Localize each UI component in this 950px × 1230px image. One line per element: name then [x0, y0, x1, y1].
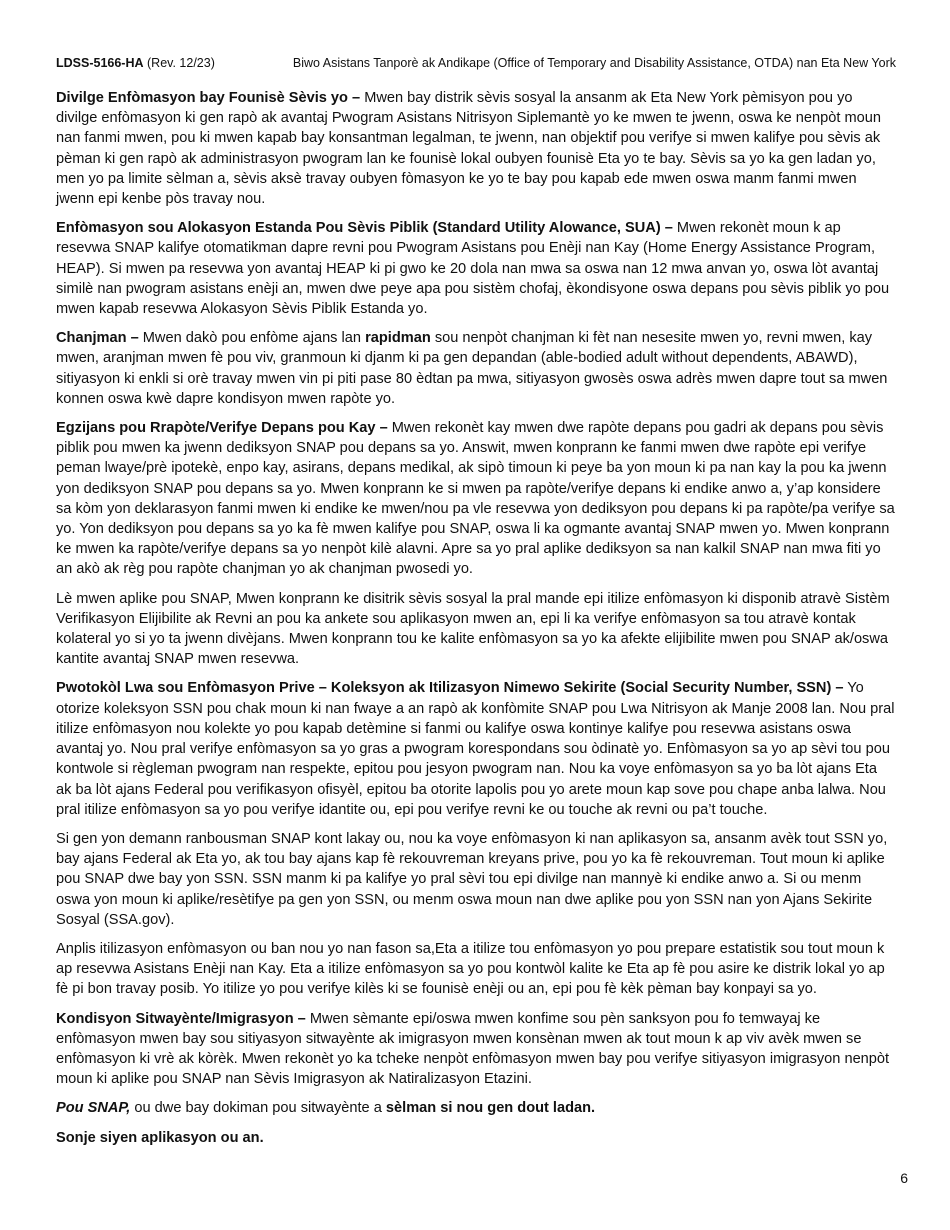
paragraph-imigrasyon [56, 1009, 896, 1090]
text-ssn: Yo otorize koleksyon SSN pou chak moun ki nan fwaye a an rapò ak konfòmite SNAP pou Lwa Nitrisyon ak Manje 2008 lan. Nou pral itilize enfòmasyon nou kolekte yo pou kapab detèmine si fanmi ou kalifye oswa kontinye kalifye pou resevwa asistans oswa avantaj yo. Nou pral verifye enfòmasyon sa yo gras a pwogram korespondans sou òdinatè yo. Enfòmasyon sa yo ap sèvi tou pou kontwole si règleman pwogram nan respekte, epitou pou jesyon pwogram nan. Nou ka voye enfòmasyon sa yo ba lòt ajans Eta ak ba lòt ajans Federal pou verifikasyon ofisyèl, epitou ba otorite lapolis pou yo arete moun kap sove pou chape anba lalwa. Nou pral itilize enfòmasyon sa yo pou verifye idantite ou, epi pou verifye revni ke ou touche ak revni ou pa’t touche. [56, 680, 895, 818]
text-chanjman-start: Mwen dakò pou enfòme ajans lan [138, 330, 366, 347]
heading-chanjman: Chanjman – [56, 330, 139, 347]
document-body [56, 88, 896, 1148]
document-page [56, 56, 896, 1157]
page-number: 6 [900, 1170, 908, 1186]
text-pou-snap: ou dwe bay dokiman pou sitwayènte a [130, 1100, 386, 1117]
heading-ssn: Pwotokòl Lwa sou Enfòmasyon Prive – Koleksyon ak Itilizasyon Nimewo Sekirite (Social Security Number, SSN) – [56, 680, 844, 697]
text-heap: Anplis itilizasyon enfòmasyon ou ban nou yo nan fason sa,Eta a itilize tou enfòmasyon yo pou prepare estatistik sou tout moun k ap resevwa Asistans Enèji nan Kay. Eta a itilize enfòmasyon sa yo pou kontwòl kalite ke Eta ap fè pou asire ke distrik lokal yo ap fè pi bon travay posib. Yo itilize yo pou verifye kilès ki se founisè enèji ou an, epi pou fè kèk pèman bay konpayi sa yo. [56, 940, 885, 998]
page-header [56, 56, 896, 70]
paragraph-closing [56, 1128, 896, 1148]
heading-divilge: Divilge Enfòmasyon bay Founisè Sèvis yo – [56, 90, 361, 106]
form-revision: (Rev. 12/23) [147, 56, 215, 70]
text-ranbousman: Si gen yon demann ranbousman SNAP kont lakay ou, nou ka voye enfòmasyon ki nan aplikasyon sa, ansanm avèk tout SSN yo, bay ajans Federal ak Eta yo, ak tou bay ajans kap fè rekouvreman kreyans prive, pou yo ka fè rekouvreman. Tout moun ki aplike pou SNAP dwe bay yon SSN. SSN manm ki pa kalifye yo pral sèvi tou epi divilge nan mannyè ki endike anwo a. Si ou menm oswa yon moun ki aplike/resètifye pa gen yon SSN, ou menm oswa moun nan dwe aplike pou yon SSN nan yon Ajans Sekirite Sosyal (SSA.gov). [56, 830, 888, 928]
text-imigrasyon: Mwen sèmante epi/oswa mwen konfime sou pèn sanksyon pou fo temwayaj ke enfòmasyon mwen bay sou sitiyasyon sitwayènte ak imigrasyon mwen konsènan mwen ak tout moun k ap viv avèk mwen se enfòmasyon ki vrè ak kòrèk. Mwen rekonèt yo ka tcheke nenpòt enfòmasyon mwen bay pou verifye sitiyasyon imigrasyon nenpòt moun ki aplike pou SNAP nan Sèvis Imigrasyon ak Natiralizasyon Etazini. [56, 1010, 890, 1088]
text-egzijans: Mwen rekonèt kay mwen dwe rapòte depans pou gadri ak depans pou sèvis piblik pou mwen ka jwenn dediksyon SNAP pou depans sa yo. Answit, mwen konprann ke fanmi mwen dwe rapòte epi verifye peman lwaye/prè ipotekè, enpo kay, asirans, depans medikal, ak sipò timoun ki peye ba yon moun ki pa nan kay la pou ka jwenn yon dediksyon SNAP pou depans sa yo. Mwen konprann ke si mwen pa rapòte/verifye depans ki endike anwo a, y’ap konsidere sa kòm yon deklarasyon fanmi mwen ki endike ke mwen/nou pa vle resevwa yon dediksyon pou depans ki pa rapòte/pa verifye sa yo. Yon dediksyon pou depans sa yo ka fè mwen kalifye pou SNAP, oswa li ka ogmante avantaj SNAP mwen yo. Mwen konprann ke mwen ka rapòte/verifye depans sa yo nenpòt kilè alavni. Apre sa yo pral aplike dediksyon sa nan kalkil SNAP nan mwa fiti yo an akò ak règ pou rapòte chanjman yo ak chanjman pwosedi yo. [56, 420, 895, 578]
paragraph-heap [56, 939, 896, 1000]
form-identifier [56, 56, 215, 70]
text-sua: Mwen rekonèt moun k ap resevwa SNAP kalifye otomatikman dapre revni pou Pwogram Asistans pou Enèji nan Kay (Home Energy Assistance Program, HEAP). Si mwen pa resevwa yon avantaj HEAP ki pi gwo ke 20 dola nan mwa sa oswa nan 12 mwa anvan yo, oswa lòt avantaj similè nan pwogram asistans enèji an, mwen dwe peye apa pou sistèm chofaj, èkondisyone oswa depans pou sèvis piblik yo pou mwen kapab resevwa Alokasyon Sèvis Piblik Estanda yo. [56, 220, 890, 318]
paragraph-pou-snap [56, 1098, 896, 1118]
heading-egzijans: Egzijans pou Rrapòte/Verifye Depans pou Kay – [56, 420, 388, 437]
paragraph-ranbousman [56, 829, 896, 930]
paragraph-sua [56, 218, 896, 319]
emphasis-selman: sèlman si nou gen dout ladan. [385, 1100, 596, 1117]
heading-imigrasyon: Kondisyon Sitwayènte/Imigrasyon – [56, 1010, 306, 1027]
text-chanjman-end: sou nenpòt chanjman ki fèt nan nesesite mwen yo, revni mwen, kay mwen, aranjman mwen fè pou viv, granmoun ki djanm ki pa gen depandan (able-bodied adult without dependents, ABAWD), sitiyasyon ki enkli si orè travay mwen vin pi piti pase 80 èdtan pa mwa, sitiyasyon gwosès oswa adrès mwen dapre tout sa mwen konnen oswa kwè dapre kondisyon mwen rapòte yo. [56, 330, 888, 407]
paragraph-chanjman [56, 328, 896, 409]
emphasis-rapidman: rapidman [365, 330, 431, 347]
form-code: LDSS-5166-HA [56, 56, 144, 70]
paragraph-divilge [56, 88, 896, 209]
lead-pou-snap: Pou SNAP, [56, 1100, 131, 1117]
paragraph-egzijans [56, 418, 896, 580]
agency-name: Biwo Asistans Tanporè ak Andikape (Office of Temporary and Disability Assistance, OTDA) nan Eta New York [292, 56, 896, 70]
closing-reminder: Sonje siyen aplikasyon ou an. [56, 1129, 264, 1146]
text-divilge: Mwen bay distrik sèvis sosyal la ansanm ak Eta New York pèmisyon pou yo divilge enfòmasyon ki gen rapò ak avantaj Pwogram Asistans Nitrisyon Siplemantè yo ke mwen te jwenn, oswa ke nenpòt moun nan fanmi mwen, pou ki mwen kapab bay konsantman legalman, te jwenn, nan objektif pou verifye si mwen kalifye pou sèvis ak pèman ki gen rapò ak administrasyon pwogram lan ke founisè lokal oubyen founisè Eta yo te bay. Sèvis sa yo ka gen ladan yo, men yo pa limite sèlman a, sèvis aksè travay oubyen fòmasyon ke yo te bay pou kapab ede mwen oswa manm fanmi mwen jwenn epi kenbe pòs travay nou. [56, 90, 881, 208]
heading-sua: Enfòmasyon sou Alokasyon Estanda Pou Sèvis Piblik (Standard Utility Alowance, SUA) – [56, 220, 673, 237]
paragraph-ssn [56, 678, 896, 819]
paragraph-verifikasyon [56, 589, 896, 670]
text-verifikasyon: Lè mwen aplike pou SNAP, Mwen konprann ke disitrik sèvis sosyal la pral mande epi itilize enfòmasyon ki disponib atravè Sistèm Verifikasyon Elijibilite ak Revni an pou ka ankete sou aplikasyon mwen an, epi li ka verifye enfòmasyon sa tou atravè kontak kolateral yo si yo ta jwenn divèjans. Mwen konprann tou ke kalite enfòmasyon sa yo ka afekte elijibilite mwen pou SNAP ak/oswa kantite avantaj SNAP mwen resevwa. [56, 590, 890, 668]
